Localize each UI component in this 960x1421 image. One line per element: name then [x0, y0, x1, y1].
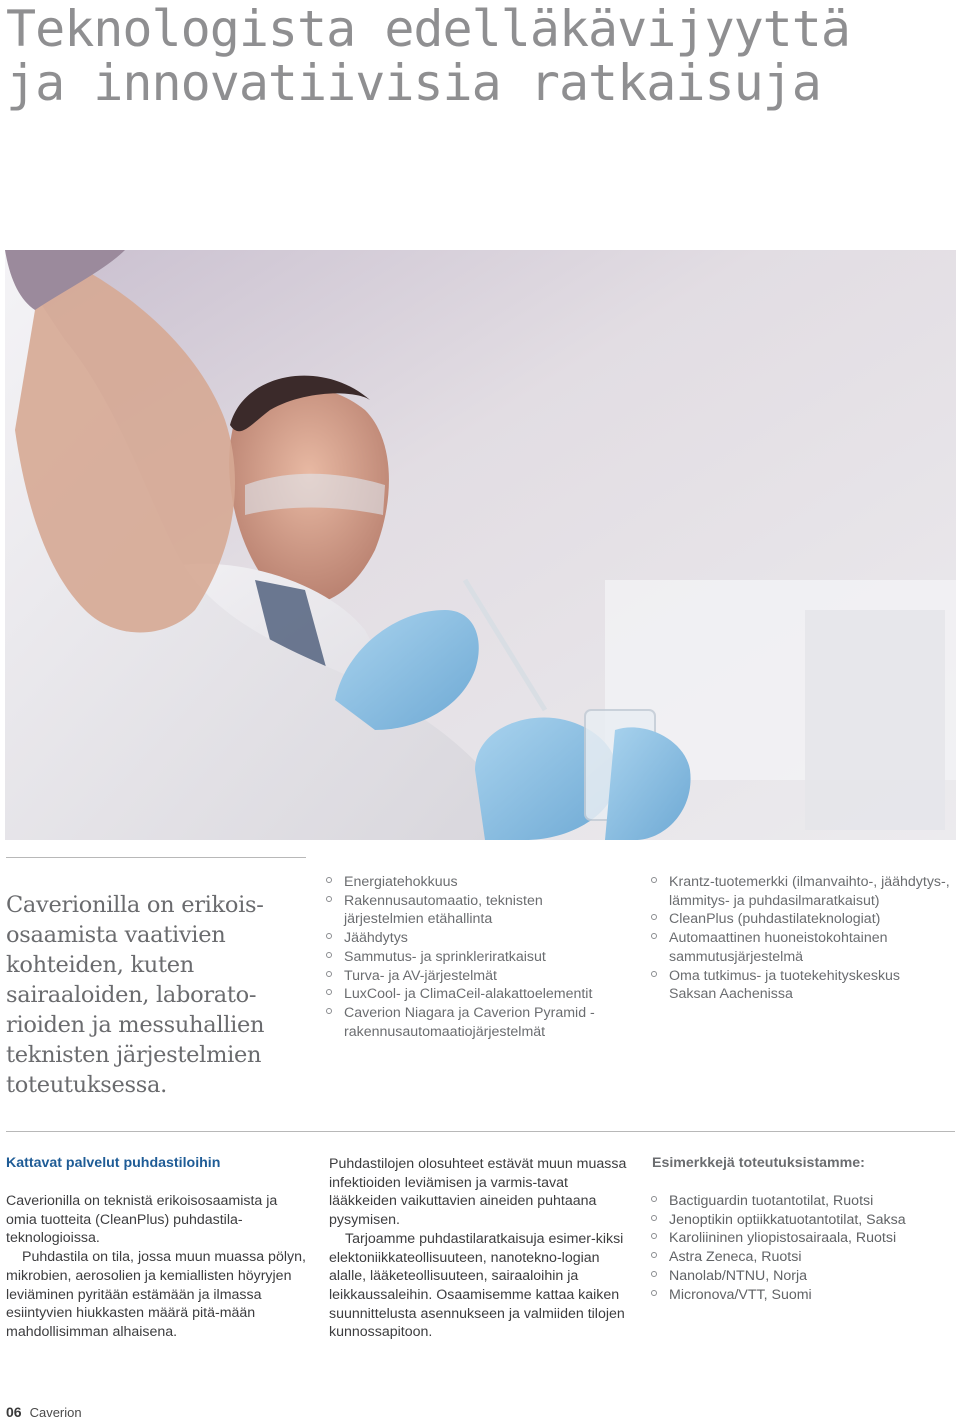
bullet-circle-icon: [326, 971, 332, 977]
list-item: Oma tutkimus- ja tuotekehityskeskus Saksan Aachenissa: [651, 967, 951, 1004]
bullet-circle-icon: [651, 1290, 657, 1296]
bullet-circle-icon: [651, 1196, 657, 1202]
cleanroom-text: [329, 1155, 633, 1342]
list-item: Jenoptikin optiikkatuotantotilat, Saksa: [651, 1211, 960, 1230]
lead-divider: [6, 857, 306, 858]
list-item: Nanolab/NTNU, Norja: [651, 1267, 960, 1286]
feature-list-2: [651, 873, 951, 1004]
list-item: Karoliininen yliopistosairaala, Ruotsi: [651, 1229, 960, 1248]
section-divider: [6, 1131, 955, 1132]
list-item: Astra Zeneca, Ruotsi: [651, 1248, 960, 1267]
list-item: LuxCool- ja ClimaCeil-alakattoelementit: [326, 985, 626, 1004]
page-number: 06: [6, 1404, 22, 1420]
laboratory-photo: [5, 250, 956, 840]
feature-list-1: [326, 873, 626, 1041]
list-item: Turva- ja AV-järjestelmät: [326, 967, 626, 986]
bullet-circle-icon: [651, 877, 657, 883]
list-item: Rakennusautomaatio, teknisten järjestelmien etähallinta: [326, 892, 626, 929]
bullet-circle-icon: [326, 952, 332, 958]
bullet-circle-icon: [651, 1215, 657, 1221]
cleanroom-paragraph-1: Puhdastilojen olosuhteet estävät muun muassa infektioiden leviämisen ja varmis-tavat lääkkeiden vaikuttavien aineiden puhtaana pysymisen.: [329, 1156, 627, 1229]
footer-brand: Caverion: [29, 1405, 82, 1420]
services-heading: Kattavat palvelut puhdastiloihin: [6, 1155, 221, 1171]
list-item: Micronova/VTT, Suomi: [651, 1286, 960, 1305]
list-item: Krantz-tuotemerkki (ilmanvaihto-, jäähdytys-, lämmitys- ja puhdasilmaratkaisut): [651, 873, 951, 910]
page-footer: [6, 1404, 82, 1420]
list-item: Sammutus- ja sprinkleriratkaisut: [326, 948, 626, 967]
list-item: Bactiguardin tuotantotilat, Ruotsi: [651, 1192, 960, 1211]
bullet-circle-icon: [651, 1233, 657, 1239]
services-paragraph-1: Caverionilla on teknistä erikoisosaamista ja omia tuotteita (CleanPlus) puhdastila-teknologioissa.: [6, 1193, 278, 1247]
bullet-circle-icon: [651, 914, 657, 920]
services-text: [6, 1192, 310, 1342]
cleanroom-paragraph-2: Tarjoamme puhdastilaratkaisuja esimer-kiksi elektoniikkateollisuuteen, nanotekno-logian alalle, lääketeollisuuteen, sairaaloihin ja leikkaussaleihin. Osaamisemme kattaa kaiken suunnittelusta asennukseen ja valmiiden tilojen kunnossapitoon.: [329, 1230, 625, 1341]
bullet-circle-icon: [651, 933, 657, 939]
list-item: Energiatehokkuus: [326, 873, 626, 892]
bullet-circle-icon: [326, 877, 332, 883]
services-paragraph-2: Puhdastila on tila, jossa muun muassa pölyn, mikrobien, aerosolien ja kemiallisten höyryjen leviäminen pyritään estämään ja ilmassa esiintyvien hiukkasten määrä pitä-mään mahdollisimman alhaisena.: [6, 1249, 306, 1340]
bullet-circle-icon: [326, 989, 332, 995]
bullet-circle-icon: [326, 933, 332, 939]
examples-list: [651, 1192, 960, 1304]
bullet-circle-icon: [651, 971, 657, 977]
list-item: CleanPlus (puhdastilateknologiat): [651, 910, 951, 929]
title-line-2: ja innovatiivisia ratkaisuja: [6, 54, 821, 112]
bullet-circle-icon: [651, 1271, 657, 1277]
examples-heading: Esimerkkejä toteutuksistamme:: [652, 1155, 865, 1171]
bullet-circle-icon: [651, 1252, 657, 1258]
list-item: Caverion Niagara ja Caverion Pyramid -rakennusautomaatiojärjestelmät: [326, 1004, 626, 1041]
lead-paragraph: Caverionilla on erikois-osaamista vaativien kohteiden, kuten sairaaloiden, laborato-rioiden ja messuhallien teknisten järjestelmien toteutuksessa.: [6, 892, 265, 1098]
list-item: Automaattinen huoneistokohtainen sammutusjärjestelmä: [651, 929, 951, 966]
page-title: [6, 2, 946, 110]
list-item: Jäähdytys: [326, 929, 626, 948]
title-line-1: Teknologista edelläkävijyyttä: [6, 0, 850, 58]
bullet-circle-icon: [326, 1008, 332, 1014]
bullet-circle-icon: [326, 896, 332, 902]
